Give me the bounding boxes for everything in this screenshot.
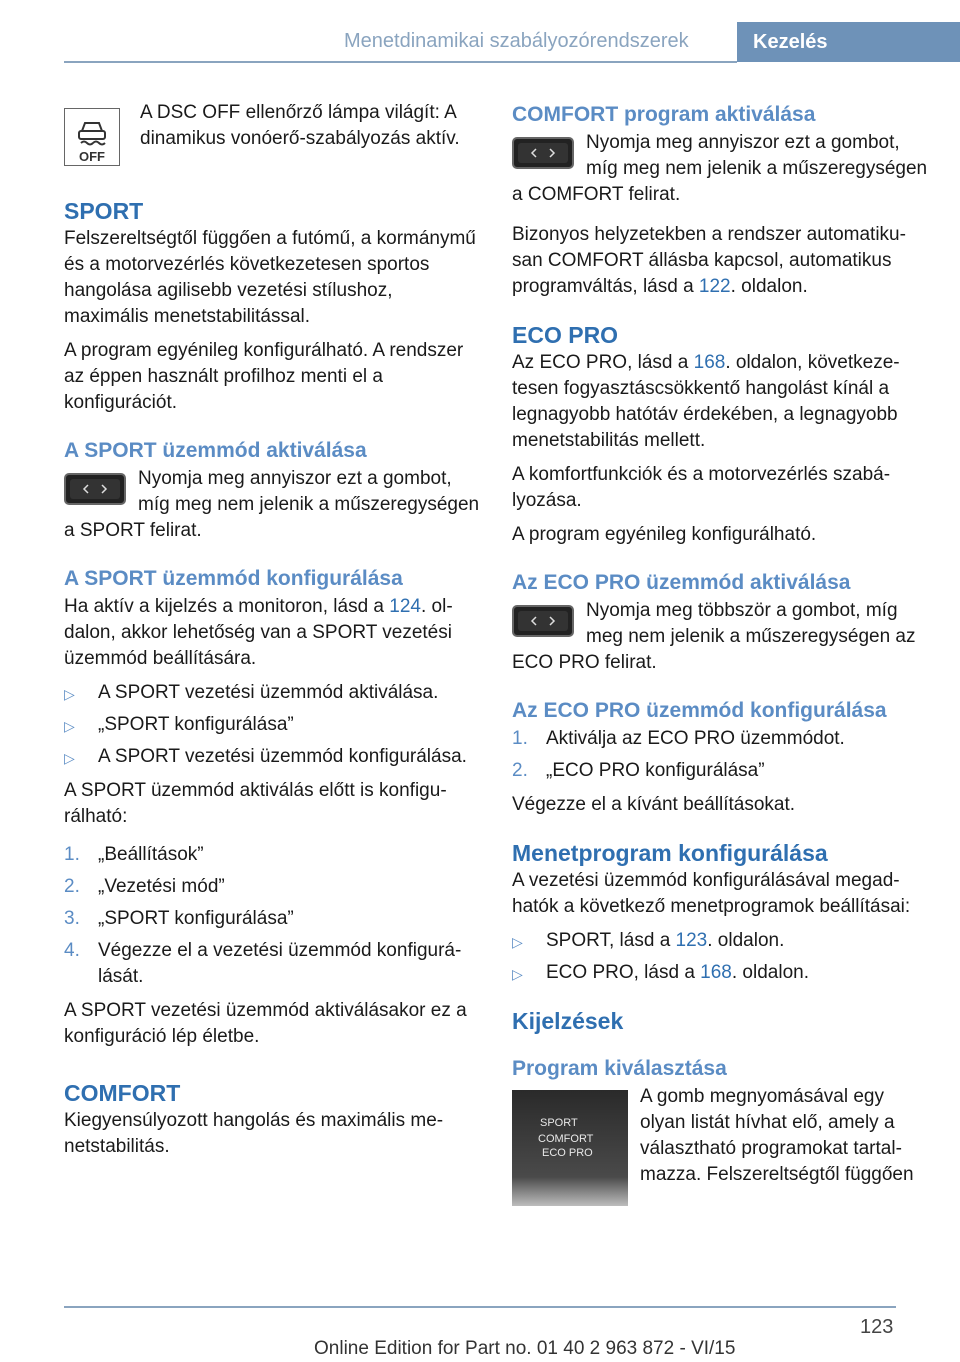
eco-pro-activate-heading: Az ECO PRO üzemmód aktiválása bbox=[512, 571, 851, 594]
sport-section bbox=[64, 196, 482, 416]
program-config-heading: Menetprogram konfigurálása bbox=[512, 840, 828, 866]
eco-pro-config-paragraph: Végezze el a kívánt beállításokat. bbox=[512, 794, 796, 815]
list-item-text: Aktiválja az ECO PRO üzemmódot. bbox=[546, 728, 845, 749]
eco-pro-config-steps bbox=[512, 726, 930, 784]
left-column bbox=[64, 100, 482, 1180]
list-item-text: „SPORT konfigurálása” bbox=[98, 908, 294, 929]
eco-pro-config-section bbox=[512, 696, 930, 818]
step-number: 2. bbox=[512, 760, 528, 781]
sport-config-paragraph-2: A SPORT üzemmód aktiválás előtt is konfigurálható: bbox=[64, 780, 447, 827]
drive-mode-button-icon bbox=[64, 472, 126, 514]
eco-pro-section bbox=[512, 320, 930, 548]
sport-paragraph-1: Felszereltségtől függően a futómű, a kormánymű és a motorvezérlés következetesen sportos hangolása agilisebb vezetési stílushoz, maximális menetstabilitással. bbox=[64, 228, 476, 327]
eco-pro-paragraph-1 bbox=[512, 350, 930, 454]
section-title: Menetdinamikai szabályozórendszerek bbox=[344, 30, 689, 52]
dsc-off-note bbox=[64, 100, 482, 172]
drive-mode-button-icon bbox=[512, 604, 574, 646]
header-rule bbox=[64, 61, 737, 63]
eco-pro-paragraph-2: A komfortfunkciók és a motorvezérlés szabályozása. bbox=[512, 464, 891, 511]
dsc-off-text: A DSC OFF ellenőrző lámpa világít: A dinamikus vonóerő-szabályozás aktív. bbox=[140, 102, 460, 149]
page-link-168[interactable]: 168 bbox=[693, 352, 726, 373]
dsc-icon-label: OFF bbox=[79, 149, 105, 164]
triangle-bullet-icon: ▷ bbox=[64, 750, 75, 766]
sport-activate-heading: A SPORT üzemmód aktiválása bbox=[64, 439, 367, 462]
config-p1-text-a: Ha aktív a kijelzés a monitoron, lásd a bbox=[64, 596, 390, 617]
program-select-paragraph bbox=[512, 1084, 930, 1188]
comfort-section bbox=[64, 1078, 482, 1160]
triangle-bullet-icon: ▷ bbox=[512, 966, 523, 982]
list-item-text: A SPORT vezetési üzemmód aktiválása. bbox=[98, 682, 439, 703]
page-number: 123 bbox=[860, 1316, 894, 1338]
eco-p1-text-a: Az ECO PRO, lásd a bbox=[512, 352, 694, 373]
comfort-activate-heading: COMFORT program aktiválása bbox=[512, 103, 816, 126]
program-select-text: A gomb megnyomásával egy olyan listát hívhat elő, amely a választható programokat tartalmazza. Felszereltségtől függően bbox=[640, 1086, 914, 1185]
list-item bbox=[64, 874, 482, 900]
config-p1-text-b: . oldalon, akkor lehetőség van a SPORT vezetési üzemmód beállítására. bbox=[64, 596, 453, 669]
step-number: 1. bbox=[512, 728, 528, 749]
eco-pro-activate-text: Nyomja meg többször a gombot, míg meg nem jelenik a műszeregységen az ECO PRO felirat. bbox=[512, 600, 916, 673]
list-item-text: . oldalon. bbox=[707, 930, 785, 951]
comfort-heading: COMFORT bbox=[64, 1080, 181, 1106]
triangle-bullet-icon: ▷ bbox=[64, 718, 75, 734]
program-list-screen-image bbox=[512, 1090, 628, 1206]
triangle-bullet-icon: ▷ bbox=[64, 686, 75, 702]
comfort-auto-paragraph bbox=[512, 222, 930, 300]
list-item-text: „Beállítások” bbox=[98, 844, 204, 865]
sport-config-paragraph-1 bbox=[64, 594, 482, 672]
displays-section bbox=[512, 1006, 930, 1188]
program-config-paragraph: A vezetési üzemmód konfigurálásával megadhatók a következő menetprogramok beállításai: bbox=[512, 870, 911, 917]
eco-pro-heading: ECO PRO bbox=[512, 322, 619, 348]
comfort-activate-section bbox=[512, 100, 930, 300]
eco-pro-config-heading: Az ECO PRO üzemmód konfigurálása bbox=[512, 699, 887, 722]
program-select-heading: Program kiválasztása bbox=[512, 1057, 727, 1080]
list-item bbox=[512, 758, 930, 784]
screen-item-comfort: COMFORT bbox=[538, 1133, 594, 1145]
screen-item-sport: SPORT bbox=[540, 1117, 578, 1129]
list-item-text: „SPORT konfigurálása” bbox=[98, 714, 294, 735]
list-item bbox=[64, 842, 482, 868]
comfort-activate-paragraph bbox=[512, 130, 930, 208]
list-item bbox=[512, 726, 930, 752]
page-link-168[interactable]: 168 bbox=[700, 962, 732, 983]
step-number: 4. bbox=[64, 940, 80, 961]
list-item bbox=[64, 744, 482, 770]
displays-heading: Kijelzések bbox=[512, 1008, 624, 1034]
comfort-paragraph: Kiegyensúlyozott hangolás és maximális menetstabilitás. bbox=[64, 1110, 444, 1157]
edition-footer: Online Edition for Part no. 01 40 2 963 872 - VI/15 bbox=[314, 1338, 736, 1359]
sport-activate-section bbox=[64, 436, 482, 544]
list-item bbox=[64, 712, 482, 738]
sport-config-bullets bbox=[64, 680, 482, 770]
comfort-auto-text-b: . oldalon. bbox=[730, 276, 808, 297]
eco-pro-paragraph-3: A program egyénileg konfigurálható. bbox=[512, 524, 817, 545]
step-number: 3. bbox=[64, 908, 80, 929]
dsc-off-icon bbox=[64, 108, 120, 166]
list-item-text: „Vezetési mód” bbox=[98, 876, 225, 897]
list-item-text: A SPORT vezetési üzemmód konfigurálása. bbox=[98, 746, 467, 767]
list-item-text: ECO PRO, lásd a bbox=[546, 962, 701, 983]
page-link-124[interactable]: 124 bbox=[389, 596, 421, 617]
eco-pro-activate-paragraph bbox=[512, 598, 930, 676]
eco-pro-activate-section bbox=[512, 568, 930, 676]
step-number: 2. bbox=[64, 876, 80, 897]
program-config-bullets bbox=[512, 928, 930, 986]
list-item-text: SPORT, lásd a bbox=[546, 930, 676, 951]
sport-activate-text: Nyomja meg annyiszor ezt a gombot, míg meg nem jelenik a műszeregységen a SPORT felirat. bbox=[64, 468, 480, 541]
drive-mode-button-icon bbox=[512, 136, 574, 178]
triangle-bullet-icon: ▷ bbox=[512, 934, 523, 950]
footer-rule bbox=[64, 1306, 896, 1308]
list-item bbox=[64, 938, 482, 990]
step-number: 1. bbox=[64, 844, 80, 865]
page-link-123[interactable]: 123 bbox=[675, 930, 708, 951]
sport-heading: SPORT bbox=[64, 198, 144, 224]
list-item-text: Végezze el a vezetési üzemmód konfigurálását. bbox=[98, 940, 462, 987]
list-item bbox=[64, 680, 482, 706]
list-item bbox=[512, 928, 930, 954]
list-item-text: „ECO PRO konfigurálása” bbox=[546, 760, 765, 781]
sport-config-steps bbox=[64, 842, 482, 990]
comfort-activate-text: Nyomja meg annyiszor ezt a gombot, míg meg nem jelenik a műszeregységen a COMFORT felirat. bbox=[512, 132, 928, 205]
eco-p1-text-b: . oldalon, következetesen fogyasztáscsökkentő hangolást kínál a legnagyobb hatótáv érdekében, a legnagyobb menetstabilitás mellett. bbox=[512, 352, 900, 451]
right-column bbox=[512, 100, 930, 1206]
list-item-text: . oldalon. bbox=[731, 962, 809, 983]
sport-activate-paragraph bbox=[64, 466, 482, 544]
program-config-section bbox=[512, 838, 930, 986]
screen-item-eco-pro: ECO PRO bbox=[542, 1147, 593, 1159]
page-link-122[interactable]: 122 bbox=[698, 276, 731, 297]
comfort-auto-text-a: Bizonyos helyzetekben a rendszer automatikusan COMFORT állásba kapcsol, automatikus programváltás, lásd a bbox=[512, 224, 906, 297]
sport-config-paragraph-3: A SPORT vezetési üzemmód aktiválásakor ez a konfiguráció lép életbe. bbox=[64, 1000, 467, 1047]
list-item bbox=[64, 906, 482, 932]
sport-config-heading: A SPORT üzemmód konfigurálása bbox=[64, 567, 403, 590]
chapter-tab: Kezelés bbox=[737, 22, 960, 62]
page-header bbox=[0, 0, 960, 62]
sport-config-section bbox=[64, 564, 482, 1050]
sport-paragraph-2: A program egyénileg konfigurálható. A rendszer az éppen használt profilhoz menti el a konfigurációt. bbox=[64, 340, 464, 413]
list-item bbox=[512, 960, 930, 986]
